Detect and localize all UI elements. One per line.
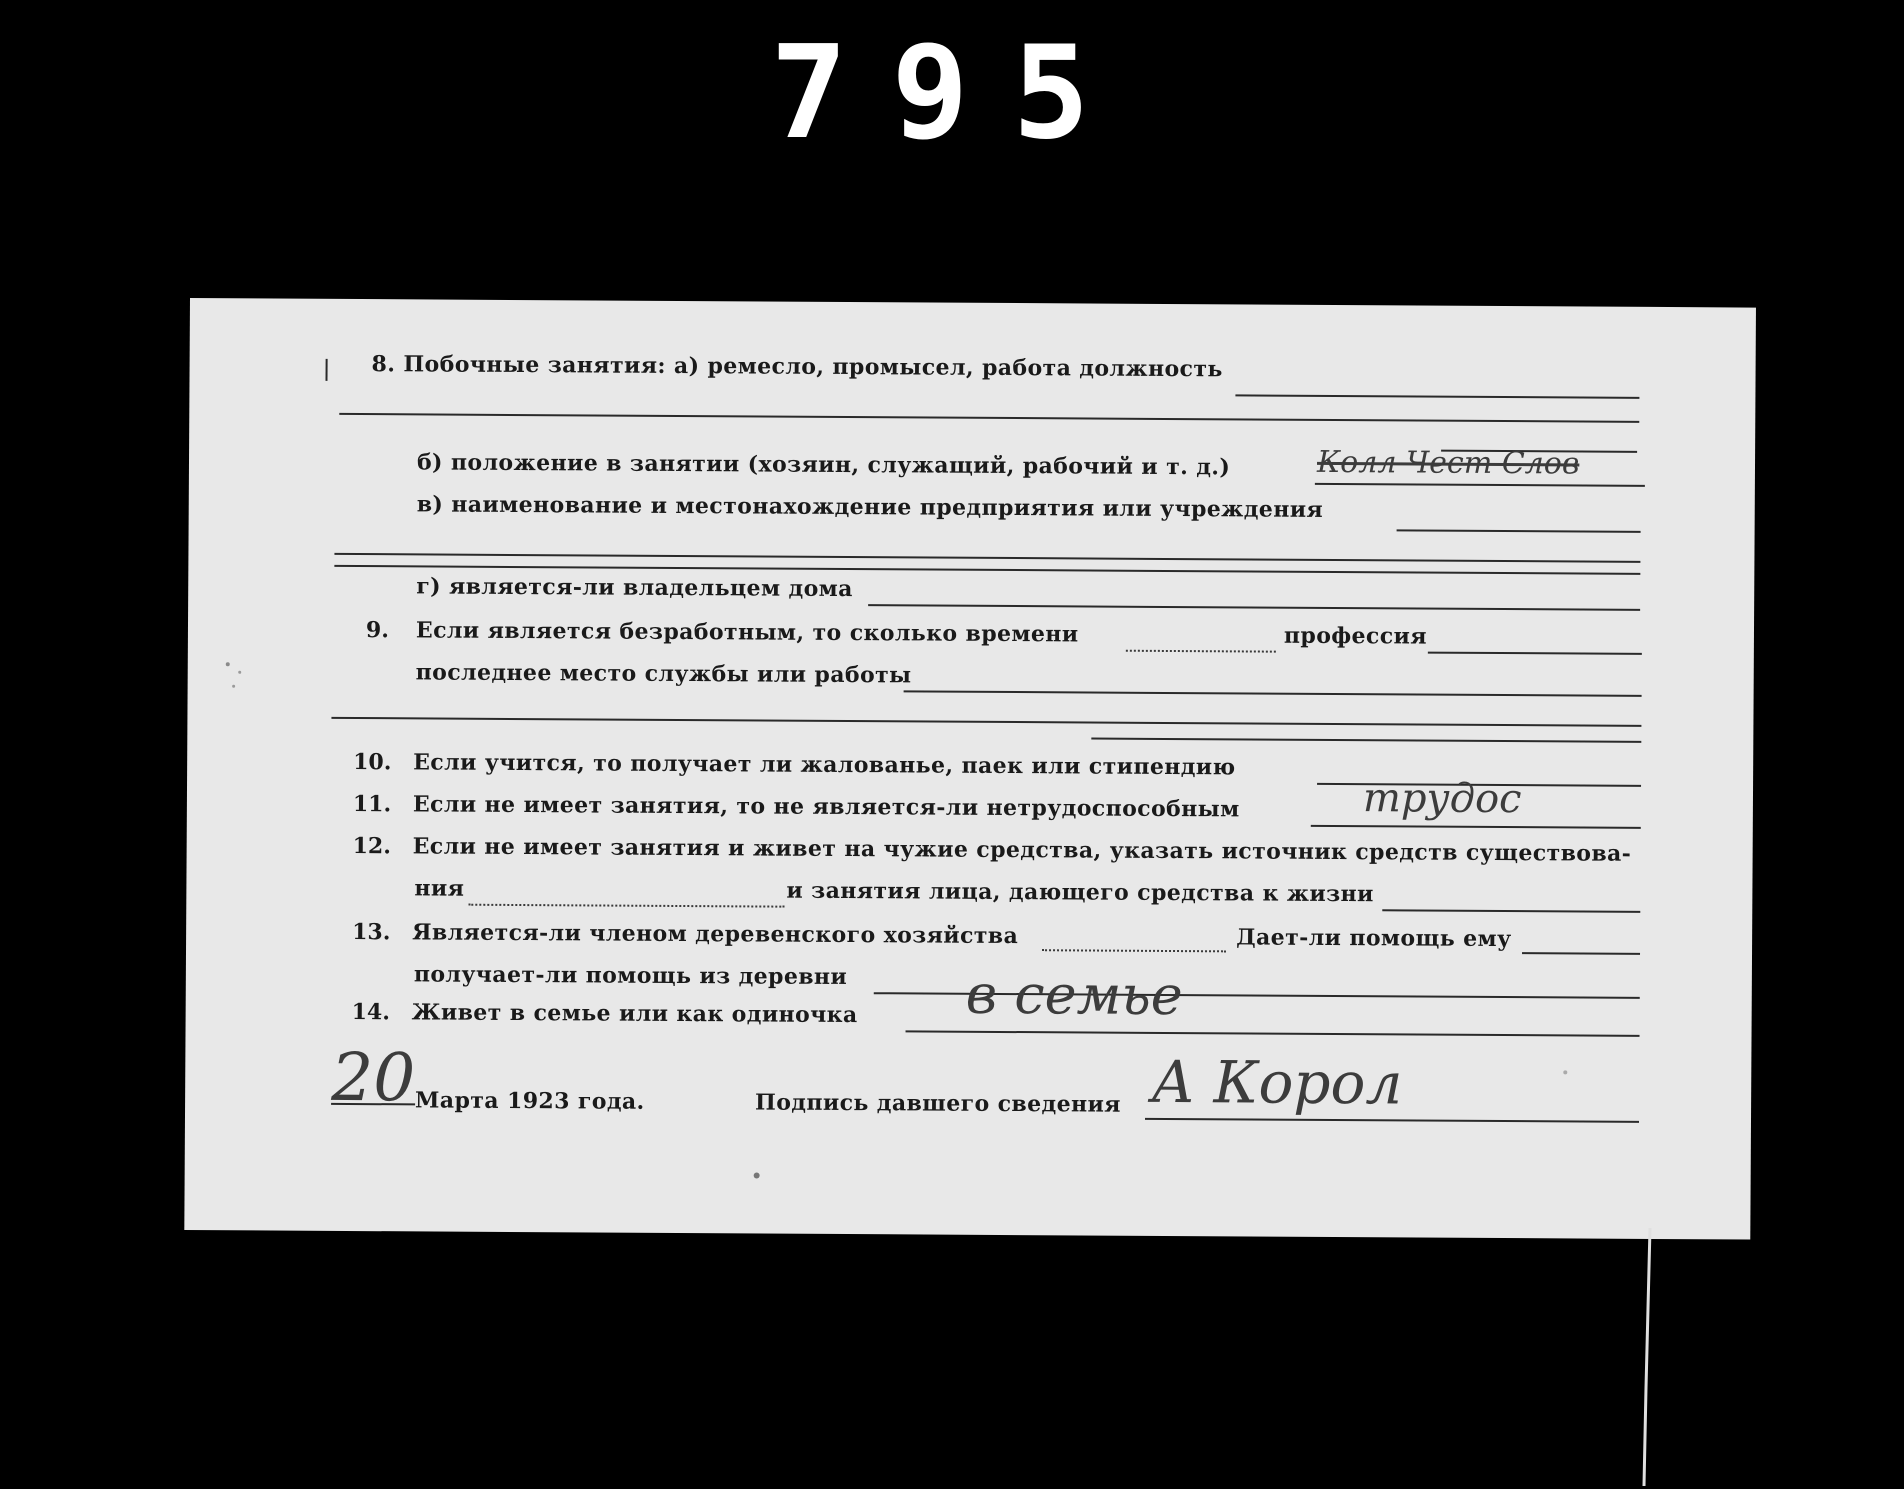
question-8g-label: г) является-ли владельцем дома xyxy=(416,573,853,603)
handwritten-answer-11: трудос xyxy=(1362,775,1522,823)
handwritten-answer-14: в семье xyxy=(965,962,1183,1028)
question-13-receives-label: получает-ли помощь из деревни xyxy=(413,961,848,991)
question-12-number: 12. xyxy=(352,833,392,860)
question-9-label: Если является безработным, то сколько времени xyxy=(415,617,1079,648)
film-scratch xyxy=(1640,1228,1654,1488)
question-9-profession-label: профессия xyxy=(1283,622,1428,650)
question-14-label: Живет в семье или как одиночка xyxy=(411,999,858,1029)
question-12-source-label: ния xyxy=(414,875,465,902)
question-8a-label: 8. Побочные занятия: а) ремесло, промысел, работа должность xyxy=(371,351,1223,383)
question-8b-label: б) положение в занятии (хозяин, служащий, рабочий и т. д.) xyxy=(416,449,1231,481)
question-13-number: 13. xyxy=(352,919,391,946)
question-10-number: 10. xyxy=(353,749,392,776)
frame-number: 795 xyxy=(770,19,1134,168)
question-8v-label: в) наименование и местонахождение предприятия или учреждения xyxy=(416,491,1324,523)
census-card xyxy=(184,298,1756,1240)
handwritten-date-day: 20 xyxy=(331,1038,416,1117)
handwritten-answer-8b: Колл Чест Слов xyxy=(1316,444,1580,482)
signature-label: Подпись давшего сведения xyxy=(755,1089,1121,1118)
scan-specks xyxy=(184,298,1756,1240)
question-11-number: 11. xyxy=(352,791,392,818)
date-label: Марта 1923 года. xyxy=(415,1087,645,1115)
question-13-label: Является-ли членом деревенского хозяйства xyxy=(412,919,1019,950)
question-13-help-label: Дает-ли помощь ему xyxy=(1236,924,1512,953)
question-12-label: Если не имеет занятия и живет на чужие средства, указать источник средств существова- xyxy=(412,833,1632,867)
handwritten-signature: А Корол xyxy=(1151,1047,1403,1118)
question-11-label: Если не имеет занятия, то не является-ли нетрудоспособным xyxy=(412,791,1240,823)
question-14-number: 14. xyxy=(351,999,391,1026)
question-9-last-job-label: последнее место службы или работы xyxy=(415,659,912,689)
question-10-label: Если учится, то получает ли жалованье, паек или стипендию xyxy=(413,749,1236,781)
question-12-occupation-label: и занятия лица, дающего средства к жизни xyxy=(786,877,1374,908)
question-9-number: 9. xyxy=(365,617,390,644)
